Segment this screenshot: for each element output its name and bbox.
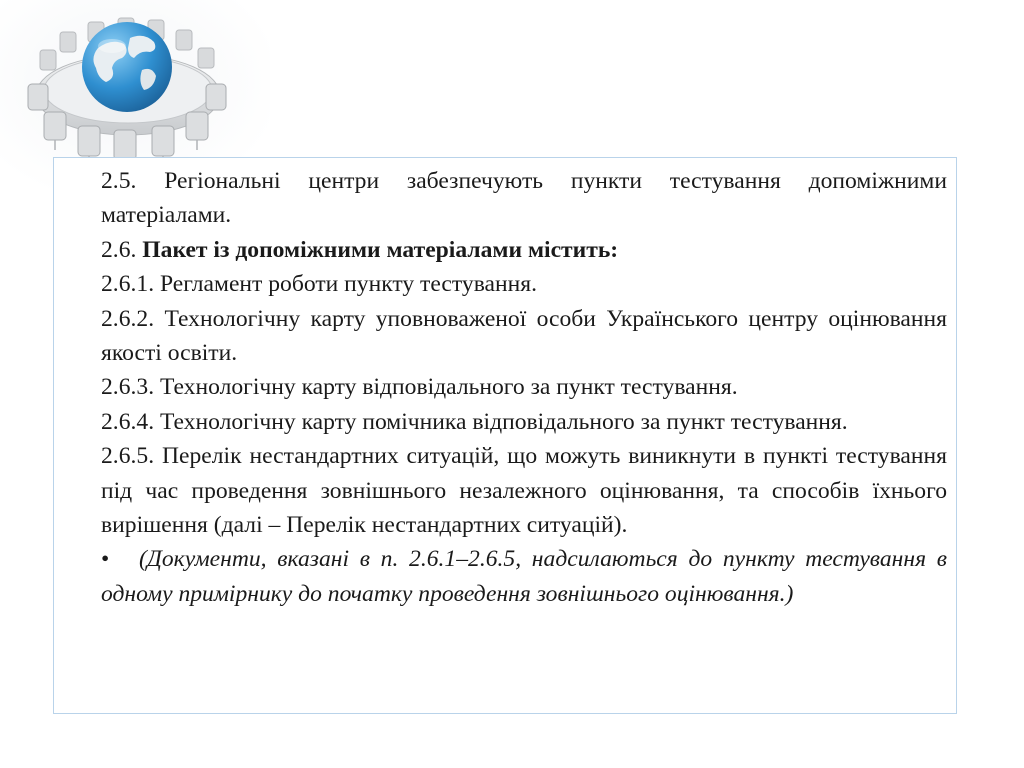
item-number: 2.6.3.: [101, 374, 155, 401]
item-number: 2.5.: [101, 168, 137, 194]
item-number: 2.6.2.: [101, 305, 155, 332]
list-item-2-6: [101, 233, 947, 267]
item-text: Технологічну карту уповноваженої особи Українського центру оцінювання якості освіти.: [101, 305, 947, 367]
item-text: Регламент роботи пункту тестування.: [160, 271, 538, 298]
list-item-2-6-2: [101, 302, 947, 371]
item-number: 2.6.4.: [101, 408, 155, 435]
item-number: 2.6.1.: [101, 271, 155, 298]
content-text: [101, 164, 947, 611]
list-item-2-6-4: [101, 405, 947, 439]
list-item-2-6-5: [101, 439, 947, 542]
item-text: Технологічну карту помічника відповідального за пункт тестування.: [160, 408, 848, 435]
item-number: 2.6.5.: [101, 443, 155, 470]
bullet-icon: •: [101, 546, 110, 573]
item-heading: Пакет із допоміжними матеріалами містить:: [142, 236, 619, 263]
item-text: Технологічну карту відповідального за пункт тестування.: [160, 374, 738, 401]
list-item-2-5: [101, 164, 947, 233]
content-box: [53, 157, 957, 714]
note-text: (Документи, вказані в п. 2.6.1–2.6.5, надсилаються до пункту тестування в одному примірнику до початку проведення зовнішнього оцінювання.): [101, 546, 947, 607]
item-number: 2.6.: [101, 236, 137, 263]
list-item-2-6-1: [101, 267, 947, 301]
item-text: Перелік нестандартних ситуацій, що можуть виникнути в пункті тестування під час проведення зовнішнього незалежного оцінювання, та способів їхнього вирішення (далі – Перелік нестандартних ситуацій).: [101, 443, 947, 539]
note-paragraph: [101, 542, 947, 611]
list-item-2-6-3: [101, 370, 947, 404]
item-text: Регіональні центри забезпечують пункти тестування допоміжними матеріалами.: [101, 168, 947, 229]
